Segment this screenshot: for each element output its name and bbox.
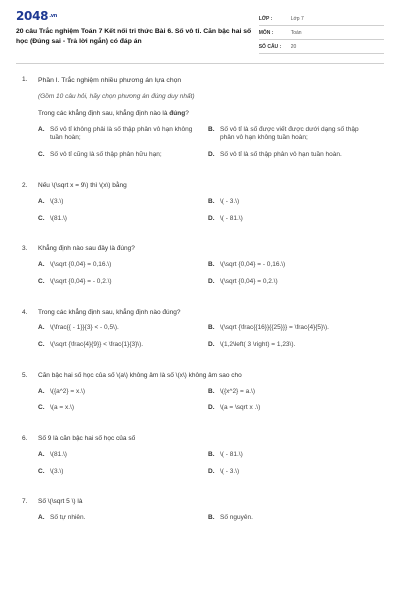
intro-prefix: Trong các khẳng định sau, khẳng định nào là	[38, 109, 170, 117]
document-header	[16, 10, 384, 54]
answer-option-a[interactable]	[38, 198, 208, 207]
option-letter: C.	[38, 404, 45, 412]
option-letter: B.	[208, 125, 215, 133]
question-number: 3.	[22, 245, 28, 253]
question-number: 6.	[22, 435, 28, 443]
part-note: (Gồm 10 câu hỏi, hãy chọn phương án đúng duy nhất)	[38, 93, 195, 101]
answer-option-b[interactable]	[208, 126, 378, 144]
option-text: Số vô tỉ cũng là số thập phân hữu hạn;	[50, 151, 162, 159]
question-text	[38, 110, 378, 119]
option-text: \(\sqrt {0,04} = 0,2.\)	[220, 277, 278, 285]
option-text: \(81.\)	[50, 450, 67, 458]
question-2	[22, 182, 378, 231]
option-letter: B.	[208, 450, 215, 458]
answer-option-d[interactable]	[208, 278, 378, 287]
answer-option-d[interactable]	[208, 468, 378, 477]
answer-option-c[interactable]	[38, 468, 208, 477]
option-text: Số vô tỉ là số được viết được dưới dạng số thập phân vô hạn không tuần hoàn;	[220, 125, 359, 142]
option-letter: D.	[208, 151, 215, 159]
option-text: \( - 81.\)	[220, 450, 243, 458]
option-text: \( - 3.\)	[220, 467, 240, 475]
answer-option-b[interactable]	[208, 388, 378, 397]
answer-option-b[interactable]	[208, 198, 378, 207]
site-logo[interactable]	[16, 10, 259, 23]
answer-option-c[interactable]	[38, 278, 208, 287]
meta-row-grade	[259, 12, 384, 26]
answer-option-b[interactable]	[208, 324, 378, 333]
question-1	[22, 76, 378, 168]
question-number: 5.	[22, 371, 28, 379]
answer-options	[38, 261, 378, 295]
part-title: Phần I. Trắc nghiệm nhiều phương án lựa chọn	[38, 77, 182, 84]
option-text: Số vô tỉ không phải là số thập phân vô hạn không tuần hoàn;	[50, 125, 193, 142]
answer-options	[38, 126, 378, 168]
answer-option-a[interactable]	[38, 451, 208, 460]
option-letter: A.	[38, 514, 45, 522]
answer-option-d[interactable]	[208, 151, 378, 160]
answer-option-a[interactable]	[38, 388, 208, 397]
option-text: \(\sqrt {0,04} = - 0,2.\)	[50, 277, 112, 285]
answer-option-b[interactable]	[208, 261, 378, 270]
question-number: 7.	[22, 498, 28, 506]
answer-option-c[interactable]	[38, 341, 208, 350]
answer-options	[38, 514, 378, 531]
option-letter: D.	[208, 404, 215, 412]
document-meta	[259, 12, 384, 54]
option-letter: A.	[38, 125, 45, 133]
question-head	[22, 245, 378, 254]
question-head	[22, 182, 378, 191]
answer-option-d[interactable]	[208, 404, 378, 413]
logo-main: 2048	[16, 9, 49, 23]
answer-option-a[interactable]	[38, 261, 208, 270]
option-letter: B.	[208, 514, 215, 522]
question-6	[22, 435, 378, 484]
meta-value: Toán	[290, 30, 302, 37]
answer-option-a[interactable]	[38, 514, 208, 523]
option-text: \({a^2} = x.\)	[50, 387, 86, 395]
answer-option-c[interactable]	[38, 215, 208, 224]
question-head	[22, 435, 378, 444]
option-letter: C.	[38, 277, 45, 285]
option-text: \(\sqrt {0,04} = - 0,16.\)	[220, 261, 286, 269]
option-letter: A.	[38, 197, 45, 205]
question-head	[22, 309, 378, 318]
answer-option-b[interactable]	[208, 514, 378, 523]
option-letter: C.	[38, 214, 45, 222]
option-letter: D.	[208, 214, 215, 222]
answer-option-d[interactable]	[208, 215, 378, 224]
question-head	[22, 76, 378, 85]
meta-value: Lớp 7	[290, 16, 304, 23]
option-text: \( - 81.\)	[220, 214, 243, 222]
answer-option-c[interactable]	[38, 404, 208, 413]
answer-options	[38, 198, 378, 232]
option-text: Số nguyên.	[220, 514, 253, 522]
option-letter: A.	[38, 450, 45, 458]
question-text: Trong các khẳng định sau, khẳng định nào đúng?	[38, 308, 181, 316]
question-head	[22, 372, 378, 381]
option-letter: D.	[208, 277, 215, 285]
answer-option-b[interactable]	[208, 451, 378, 460]
question-7	[22, 498, 378, 531]
option-text: \(\sqrt {\frac{4}{9}} < \frac{1}{3}\).	[50, 341, 144, 349]
question-text: Căn bậc hai số học của số \(a\) không âm là số \(x\) không âm sao cho	[38, 371, 242, 379]
option-letter: D.	[208, 341, 215, 349]
option-text: Số tự nhiên.	[50, 514, 86, 522]
option-letter: A.	[38, 387, 45, 395]
option-text: \(81.\)	[50, 214, 67, 222]
question-text: Khẳng định nào sau đây là đúng?	[38, 245, 135, 253]
answer-option-a[interactable]	[38, 126, 208, 144]
question-head	[22, 498, 378, 507]
option-text: \(\frac{{ - 1}}{3} < - 0,5\).	[50, 324, 119, 332]
question-4	[22, 309, 378, 358]
option-text: Số vô tỉ là số thập phân vô hạn tuần hoàn.	[220, 151, 342, 159]
option-text: \(3.\)	[50, 467, 64, 475]
answer-options	[38, 388, 378, 422]
option-letter: B.	[208, 387, 215, 395]
intro-bold: đúng	[169, 109, 186, 117]
option-letter: C.	[38, 151, 45, 159]
answer-options	[38, 451, 378, 485]
logo-suffix: .vn	[49, 12, 58, 19]
answer-option-a[interactable]	[38, 324, 208, 333]
answer-option-d[interactable]	[208, 341, 378, 350]
option-text: \({x^2} = a.\)	[220, 387, 256, 395]
option-text: \( - 3.\)	[220, 197, 240, 205]
header-left	[16, 10, 259, 46]
question-list	[16, 64, 384, 531]
intro-suffix: ?	[185, 109, 189, 117]
option-text: \(3.\)	[50, 197, 64, 205]
answer-options	[38, 324, 378, 358]
option-text: \(\sqrt {\frac{{16}}{{25}}} = \frac{4}{5}\).	[220, 324, 329, 332]
option-letter: D.	[208, 467, 215, 475]
meta-key: MÔN :	[258, 30, 274, 37]
option-letter: B.	[208, 324, 215, 332]
question-text: Số 9 là căn bậc hai số học của số	[38, 435, 136, 443]
meta-row-subject	[259, 26, 384, 40]
meta-key: LỚP :	[258, 16, 273, 23]
option-letter: A.	[38, 324, 45, 332]
question-number: 4.	[22, 308, 28, 316]
option-text: \(a = x.\)	[50, 404, 75, 412]
option-text: \(1,2\left( 3 \right) = 1,23\).	[220, 341, 296, 349]
question-number: 1.	[22, 76, 28, 83]
meta-value: 20	[290, 44, 297, 51]
question-text: Nếu \(\sqrt x = 9\) thì \(x\) bằng	[38, 182, 127, 189]
question-5	[22, 372, 378, 421]
option-letter: C.	[38, 341, 45, 349]
question-3	[22, 245, 378, 294]
option-letter: A.	[38, 261, 45, 269]
question-text: Số \(\sqrt 5 \) là	[38, 498, 83, 506]
answer-option-c[interactable]	[38, 151, 208, 160]
option-letter: B.	[208, 261, 215, 269]
option-letter: C.	[38, 467, 45, 475]
document-title: 20 câu Trắc nghiệm Toán 7 Kết nối tri thức Bài 6. Số vô tỉ. Căn bậc hai số học (Đúng sai - Trả lời ngắn) có đáp án	[16, 28, 252, 45]
question-number: 2.	[22, 182, 28, 189]
meta-row-count	[259, 40, 384, 54]
option-letter: B.	[208, 197, 215, 205]
meta-key: SỐ CÂU :	[258, 44, 282, 51]
option-text: \(a = \sqrt x .\)	[220, 404, 261, 412]
option-text: \(\sqrt {0,04} = 0,16.\)	[50, 261, 112, 269]
